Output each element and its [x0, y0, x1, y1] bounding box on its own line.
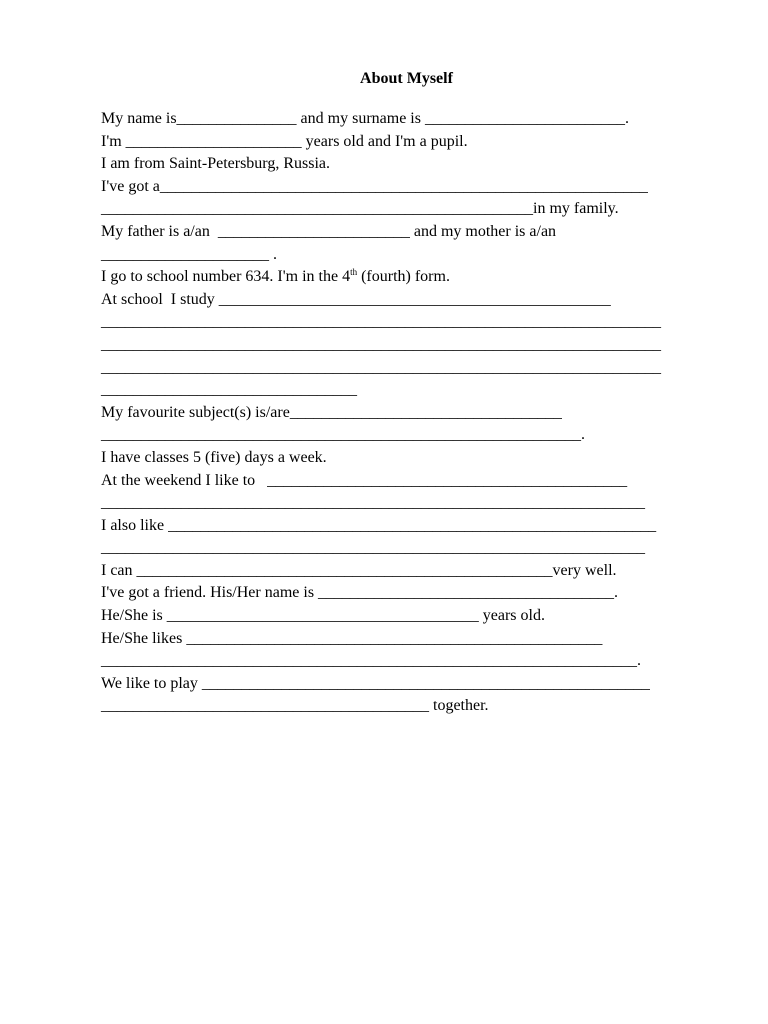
line-favourite-subjects: My favourite subject(s) is/are__________________________________ [101, 403, 562, 421]
line-classes: I have classes 5 (five) days a week. [101, 448, 327, 466]
line-favourite-blank: ____________________________________________________________. [101, 426, 585, 444]
worksheet-title: About Myself [360, 70, 453, 87]
line-mother-blank: _____________________ . [101, 245, 277, 263]
school-line-before: I go to school number 634. I'm in the 4 [101, 268, 351, 286]
line-parents: My father is a/an ________________________ and my mother is a/an [101, 222, 557, 240]
line-weekend: At the weekend I like to _____________________________________________ [101, 471, 628, 489]
line-family: ______________________________________________________in my family. [101, 200, 619, 218]
line-school-number [101, 266, 721, 289]
line-study-blank-2: ______________________________________________________________________ [101, 335, 661, 353]
line-from: I am from Saint-Petersburg, Russia. [101, 155, 331, 173]
worksheet-lines [101, 108, 721, 718]
line-study-blank-1: ______________________________________________________________________ [101, 313, 661, 331]
line-play: We like to play ________________________________________________________ [101, 674, 650, 692]
line-study-blank-4: ________________________________ [101, 381, 357, 399]
school-line-sup: th [350, 267, 358, 278]
line-friend-name: I've got a friend. His/Her name is _____________________________________. [101, 584, 619, 602]
line-friend-likes-blank: ___________________________________________________________________. [101, 652, 641, 670]
school-line-after: (fourth) form. [357, 268, 450, 286]
line-weekend-blank: ____________________________________________________________________ [101, 494, 645, 512]
line-ive-got: I've got a_____________________________________________________________ [101, 177, 648, 195]
line-friend-age: He/She is _______________________________________ years old. [101, 607, 545, 625]
line-also-like: I also like _____________________________________________________________ [101, 516, 657, 534]
line-name: My name is_______________ and my surname is _________________________. [101, 110, 629, 127]
line-friend-likes: He/She likes ____________________________________________________ [101, 629, 603, 647]
line-together: _________________________________________ together. [101, 697, 489, 715]
line-i-can: I can ____________________________________________________very well. [101, 561, 617, 579]
line-age: I'm ______________________ years old and I'm a pupil. [101, 132, 468, 150]
line-also-like-blank: ____________________________________________________________________ [101, 539, 645, 557]
line-study-blank-3: ______________________________________________________________________ [101, 358, 661, 376]
line-study: At school I study _________________________________________________ [101, 290, 611, 308]
